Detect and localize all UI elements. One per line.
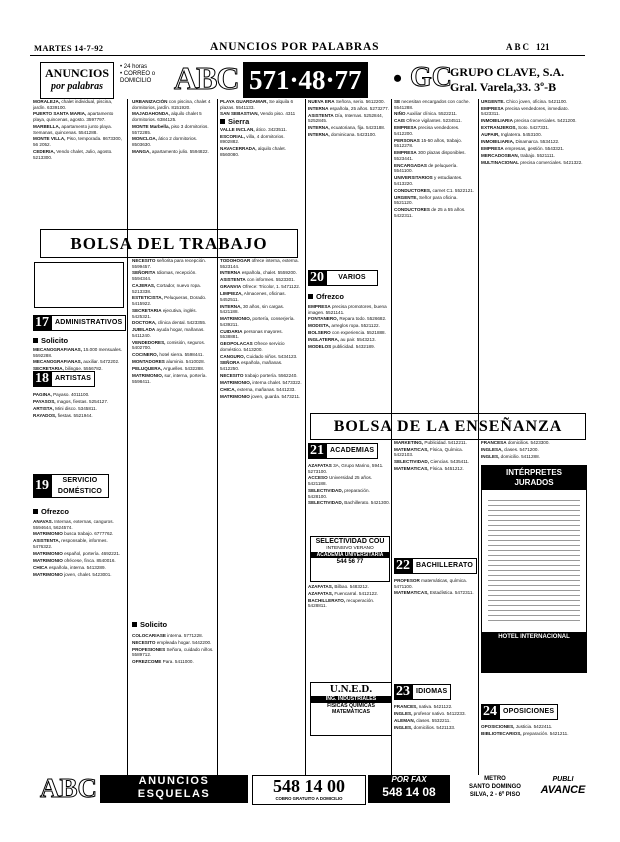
service-correo: • CORREO o (120, 71, 156, 77)
ad-c5e-7: INGLES, profesor nativo. 5412233. (394, 710, 466, 716)
ad-c1b-8: MATRIMONIO busca trabajo. 6777762. (33, 531, 114, 537)
ad-c4v-1: FONTANERO, Repara todo. 5526682. (308, 316, 387, 322)
ad-c5t-6: ENCARGADAS de peluquería. 5541100. (394, 162, 458, 174)
selectividad-title: SELECTIVIDAD COU (315, 538, 385, 545)
ad-c5e-4: PROFESOR matemáticas, química. 5471100. (394, 578, 468, 589)
ad-c4v-4: INGLATERRA, au pair. 5543213. (308, 337, 376, 343)
column-2-bt (132, 258, 214, 613)
ad-c5t-4: PERSONAS 15-50 años, trabajo. 5512278. (394, 137, 462, 149)
subhead-ofrezco-2: Ofrezco (308, 292, 344, 301)
uned-line3: MATEMÁTICAS (332, 709, 370, 715)
footer-address: SILVA, 2 - 6º PISO (469, 792, 521, 798)
ad-c6t-5: INMOBILIARIA, Dinamarca. 5534122. (481, 139, 560, 145)
top-banner (40, 62, 585, 100)
footer-metro-station: SANTO DOMINGO (469, 784, 521, 790)
column-4-top (308, 99, 390, 264)
ad-c3b-10: SEÑORA española, mañanas. 5412250. (220, 360, 283, 372)
interpretes-title: INTÉRPRETES JURADOS (482, 466, 586, 490)
ad-c2b-7: VENDEDORES, comisión, seguros. 5402700. (132, 339, 206, 351)
col-rule-1 (127, 99, 128, 775)
column-1-top (33, 99, 123, 221)
header-page: 121 (536, 42, 550, 52)
ad-c1t-3: MONTE VILLA, Piso, temporada. 8673300, 56 2052. (33, 136, 122, 148)
ad-c6t-7: MERCADOSBAN, trabajo. 5521111. (481, 152, 556, 158)
ad-c2b-3: ESTETICISTA, Peluqueras, Dorado. 5415922. (132, 295, 207, 307)
ad-c5e-2: SELECTIVIDAD, Ciencias. 5435411. (394, 459, 470, 465)
footer-title (100, 775, 248, 803)
ad-c6e-2: INGLES, domicilio. 5411288. (481, 453, 540, 459)
ad-c1b-13: MATRIMONIO joven, chalet. 5423001. (33, 571, 112, 577)
interpretes-footer: HOTEL INTERNACIONAL (482, 632, 586, 672)
column-6-ens-b (481, 724, 587, 774)
ad-c2t-4: MANGA, apartamento julio. 5594822. (132, 148, 209, 154)
ad-c1b-7: ANAVAS. Internas, externas, canguros. 5594644, 5624574. (33, 519, 114, 530)
ad-c3t-3: ESCORIAL, villa, 4 dormitorios. 8902882. (220, 133, 285, 145)
category-24: 24 OPOSICIONES (481, 704, 558, 720)
ad-c3b-9: CANGURO, Cuidado niños. 5434123. (220, 353, 298, 359)
ad-c5t-2: CAIS Ofrece vigilantes. 5234511. (394, 118, 462, 124)
ad-c5t-3: EMPRESA precisa vendedores. 5412200. (394, 125, 460, 136)
ad-c2b-1: SEÑORITA Idiomas, recepción. 5594344. (132, 270, 197, 282)
category-22: 22 BACHILLERATO (394, 558, 477, 574)
ad-c4e-5: AZAFATAS, Fuencarral. 5412122. (308, 590, 379, 596)
service-24h: • 24 horas (120, 64, 148, 70)
ad-c2b-11: MATRIMONIO, sur, interna, portería. 5598411. (132, 372, 207, 384)
footer-title-line1: ANUNCIOS (138, 775, 210, 787)
services-list (120, 64, 155, 85)
col-rule-3 (305, 99, 306, 775)
ad-c5t-0: SE necesitan encargados con coche. 5541288. (394, 99, 470, 110)
subhead-ofrezco-1: Ofrezco (33, 507, 69, 516)
footer-fax: 548 14 08 (382, 785, 436, 799)
column-6-ens (481, 440, 587, 464)
ad-c3b-1: INTERNA española, chalet. 5559200. (220, 270, 297, 276)
ad-c5e-9: INGLES, domicilios. 5421133. (394, 724, 456, 730)
ad-c4v-2: MODISTA, arreglos ropa. 5521122. (308, 323, 380, 329)
ad-c2b-9: MONTADORES aluminio. 5410028. (132, 359, 205, 365)
ad-c4t-1: INTERNA española, 25 años. 5273277. (308, 105, 389, 111)
ad-c4t-3: INTERNA, ecuatoriana, fija. 5423188. (308, 125, 386, 131)
ad-c4e-4: AZAFATAS, Bilbao. 5483212. (308, 584, 369, 589)
ad-c1t-4: CEDERIA, Vendo chalet, Julio, agosto. 5213300. (33, 148, 113, 160)
ad-c6e-0: FRANCESA domicilios. 5423300. (481, 440, 550, 445)
ad-c1b-0: MECANOGRAFIANAS, 15.000 mensuales. 5592288. (33, 347, 123, 358)
footer-brand-top: PUBLI (552, 776, 574, 783)
ad-c2b-10: PELUQUERA, Arguelles. 5432288. (132, 366, 205, 372)
section-title-bolsa-ensenanza: BOLSA DE LA ENSEÑANZA (310, 413, 586, 440)
anuncios-box-title: ANUNCIOS (44, 66, 109, 80)
ad-c4e-3: SELECTIVIDAD, Bachillerato. 5421300. (308, 500, 390, 506)
ad-c4v-3: BOLSERO con experiencia. 5521888. (308, 330, 386, 336)
ad-c1t-0: MORALEJA, chalet individual, piscina, jardín. 6339100. (33, 99, 113, 110)
ad-c2b-12: COLOCARIASE interna. 5771228. (132, 633, 203, 638)
column-4-ens (308, 463, 390, 533)
footer-note: COBRO GRATUITO A DOMICILIO (275, 796, 343, 801)
ad-c3b-12: MATRIMONIO, interna chalet. 5473322. (220, 379, 302, 385)
ad-c1b-2: SECRETARIA, bilingüe. 5556782. (33, 366, 103, 371)
ad-c3t-4: NAVACERRADA, alquilo chalet. 8560080. (220, 146, 286, 157)
group-address: Gral. Varela,33. 3º-B (450, 80, 557, 94)
col-rule-4 (391, 99, 392, 775)
column-1-bt-c (33, 519, 123, 774)
ad-c1b-9: ASISTENTA, responsable, informes. 5476322. (33, 538, 108, 549)
ad-c3b-14: MATRIMONIO joven, guarda. 5473211. (220, 393, 301, 399)
ad-c6t-2: INMOBILIARIA precisa comerciales. 5421200. (481, 118, 577, 124)
footer-brand (540, 775, 586, 797)
ad-c4e-2: SELECTIVIDAD, preparación. 5428100. (308, 487, 370, 499)
category-20: 20 VARIOS (308, 270, 378, 286)
ad-c1b-10: MATRIMONIO español, portería. 4692221. (33, 550, 121, 556)
ad-c5t-8: CONDUCTORES, carnet C1. 5522121. (394, 187, 475, 193)
service-domicilio: DOMICILIO (120, 78, 152, 84)
ad-c3t-1: SAN SEBASTIAN, Vendo piso. 4311 (220, 111, 296, 117)
footer-banner (40, 774, 588, 806)
ad-c2b-6: JUBILADA ayuda hogar, mañanas. 5411240. (132, 327, 205, 338)
uned-line1: ING. INDUSTRIALES (311, 696, 391, 703)
ad-c6e-1: INGLESA, clases. 5471200. (481, 446, 539, 452)
ad-c2t-0: URBANIZACIÓN con piscina, chalet 4 dormitorios, jardín. 8151920. (132, 99, 211, 110)
ad-c3b-3: GRANVIA Ofrece: Tricolor, 1. 5471122. (220, 284, 301, 290)
footer-abc-logo: ABC (40, 773, 98, 803)
group-name: GRUPO CLAVE, S.A. (450, 65, 565, 79)
ad-c5e-3: MATEMATICAS, Física. 5451212. (394, 466, 464, 472)
ad-c5t-5: EMPRESA 300 plazas disponibles. 5523441. (394, 150, 466, 161)
uned-line2: FÍSICAS QUÍMICAS (327, 702, 375, 709)
ad-c3b-13: CHICA, externa, mañanas. 5441233. (220, 386, 296, 392)
subhead-solicito-1: Solicito (33, 336, 68, 345)
header-date: MARTES 14-7-92 (34, 43, 104, 53)
category-21: 21 ACADEMIAS (308, 443, 378, 459)
ad-c4v-5: MODELOS publicidad. 5432189. (308, 344, 375, 350)
footer-phone: 548 14 00 (273, 776, 345, 796)
ad-c3b-6: MATRIMONIO, portería, conserjería. 5439211. (220, 316, 295, 327)
ad-c6t-1: EMPRESA precisa vendedores, inmediato. 5423311. (481, 105, 569, 117)
ad-c3b-2: ASISTENTA con informes. 5523301. (220, 277, 295, 283)
ad-c1b-11: MATRIMONIO ofrécese, finca. 8540016. (33, 557, 116, 563)
category-17: 17 ADMINISTRATIVOS (33, 315, 126, 331)
header-section: ANUNCIOS POR PALABRAS (210, 41, 380, 53)
uned-ad (310, 682, 392, 736)
column-2-bt-b (132, 633, 214, 773)
ad-c6e-4: BIBLIOTECARIOS, preparación. 5421211. (481, 730, 569, 736)
column-1-bt-a (33, 347, 123, 371)
ad-c6t-3: EXTRANJEROS, Soto. 5427331. (481, 125, 550, 131)
ad-c1b-12: CHICA española, interna. 5413289. (33, 564, 106, 570)
column-5-ens (394, 440, 476, 570)
ad-c6t-0: URGENTE. Chico joven, oficina. 5421100. (481, 99, 568, 104)
ad-c2b-13: NECESITO empleada hogar. 5442200. (132, 639, 212, 645)
ad-c1b-3: PAGINA, Payaso. 4011100. (33, 392, 90, 397)
category-18: 18 ARTISTAS (33, 371, 95, 387)
ad-c3t-0: PLAYA GUARDAMAR, Se alquila 6 plazas. 5541133. (220, 99, 294, 110)
footer-metro: METRO (484, 776, 506, 782)
category-19: 19 SERVICIO DOMÉSTICO (33, 474, 109, 498)
ad-c2b-14: PROFESIONES Señora, cuidado niños. 5589712. (132, 646, 214, 658)
footer-fax-box (368, 775, 450, 803)
ad-c6t-6: EMPRESA empresas, gestión. 5543321. (481, 145, 565, 151)
ad-c4e-0: AZAFATAS 3A, Grupo Marino, 5941. 5273100. (308, 463, 384, 474)
ad-c3t-2: VALLE INCLAN, ático. 3423511. (220, 126, 287, 132)
ad-c2t-1: MAJADAHONDA, alquilo chalet 5 dormitorios. 6384125. (132, 111, 202, 123)
anuncios-box-subtitle: por palabras (51, 81, 103, 92)
ad-c4t-0: NUEVA ERA Señora, serio. 5612200. (308, 99, 385, 104)
column-5-top (394, 99, 476, 409)
column-1-bt-b (33, 392, 123, 472)
column-2-top (132, 99, 214, 221)
ad-c5t-9: URGENTE, Señor para oficina. 5521120. (394, 194, 458, 206)
column-5-ens-b (394, 578, 476, 678)
ad-c5t-10: CONDUCTORES de 25 a 55 años. 5422311. (394, 207, 466, 218)
ad-c3b-7: CUIDARIA personas mayores. 5538881. (220, 328, 283, 340)
ad-c5e-6: FRANCES, nativa. 5421122. (394, 704, 453, 709)
ad-c5e-1: MATEMATICAS, Física, Química. 5422103. (394, 446, 464, 458)
info-box (34, 262, 124, 308)
column-6-top (481, 99, 587, 409)
selectividad-school: ACADEMIA UNIVERSITARIA (311, 552, 389, 558)
ad-c5t-1: NIÑO Auxiliar clínica. 5522211. (394, 111, 458, 117)
subhead-solicito-2: Solicito (132, 620, 167, 629)
column-4-ens-b (308, 584, 390, 624)
footer-metro-box (454, 775, 536, 799)
ad-c2b-15: OFREZCOME Para. 5411000. (132, 659, 194, 665)
ad-c1t-2: MARBELLA, apartamento junto playa. Semanas, quincenas. 5541288. (33, 123, 112, 135)
ad-c3b-0: TODOHOGAR ofrece interna, externa. 5523144. (220, 258, 299, 269)
ad-c5t-7: UNIVERSITARIOS y estudiantes. 5413220. (394, 175, 463, 186)
ad-c5e-0: MARKETING, Publicidad. 5412211. (394, 440, 467, 445)
footer-fax-label: POR FAX (391, 775, 427, 784)
ad-c6t-4: AUPAIR, Inglaterra. 5453100. (481, 132, 542, 138)
ad-c3b-4: LIMPIEZA, Almacenes, oficinas. 5452511. (220, 291, 286, 302)
ad-c1t-1: PUERTO SANTA MARIA, apartamento playa, quincenas, agosto. 3597797. (33, 111, 114, 123)
ad-c3b-5: INTERNA, 30 años, sin cargas. 5421188. (220, 303, 285, 315)
col-rule-5 (478, 99, 479, 775)
footer-title-line2: ESQUELAS (137, 788, 211, 800)
abc-logo: ABC (174, 60, 239, 96)
uned-title: U.N.E.D. (329, 683, 373, 695)
ad-c5e-5: MATEMATICAS, Estadística. 5472311. (394, 590, 474, 596)
column-4-varios (308, 304, 390, 409)
ad-c4t-4: INTERNA, dominicana. 5423100. (308, 132, 377, 138)
category-23: 23 IDIOMAS (394, 684, 451, 700)
col-rule-2 (217, 99, 218, 775)
ad-c2b-5: DOCTORA, clínica dental. 5423355. (132, 320, 207, 326)
selectividad-ad (310, 536, 390, 582)
anuncios-box (40, 62, 114, 99)
ad-c4e-6: BACHILLERATO, recuperación. 5428811. (308, 597, 375, 609)
phone-number-banner: 571·48·77 (243, 62, 368, 98)
footer-brand-name: AVANCE (540, 784, 586, 796)
banner-separator: • (393, 64, 403, 93)
ad-c2t-3: MONCLOA, ático 2 dormitorios. 8503630. (132, 136, 198, 148)
ad-c3b-8: GEOPOLACAS Ofrece servicio doméstico. 5413200. (220, 341, 285, 352)
footer-phone-box (252, 775, 366, 805)
interpretes-ad (481, 465, 587, 673)
ad-c2b-2: CAJERAS, Cortador, nuevo ropa. 5213338. (132, 282, 201, 294)
ad-c4v-0: EMPRESA precisa promotores, buena imagen. 5521141. (308, 304, 387, 315)
ad-c3b-11: NECESITO trabajo portería. 5562240. (220, 372, 298, 378)
column-3-top (220, 99, 302, 221)
ad-c2t-2: MONTE Marbella, piso 3 dormitorios. 5572285. (132, 123, 209, 135)
ad-c1b-4: PAYASOS, magos, fiestas. 5254127. (33, 398, 109, 404)
ad-c2b-8: COCINERO, hotel sierra. 5598441. (132, 352, 204, 358)
ad-c1b-6: RAYADOS, fiestas. 5521944. (33, 412, 93, 418)
ad-c2b-0: NECESITO señorita para recepción. 5599457. (132, 258, 206, 269)
interpretes-body (488, 496, 580, 624)
ad-c1b-5: ARTISTA, Mini disco. 5345811. (33, 405, 97, 411)
selectividad-phone: 544 56 77 (336, 559, 364, 565)
header-rule (30, 55, 585, 56)
ad-c5e-8: ALEMAN, clases. 5532211. (394, 717, 451, 723)
ad-c6t-8: MULTINACIONAL precisa comerciales. 5421322. (481, 159, 583, 165)
selectividad-sub: INTENSIVO VERANO (326, 546, 374, 551)
group-logo: GC (410, 62, 452, 93)
section-title-bolsa-trabajo: BOLSA DEL TRABAJO (40, 229, 298, 258)
column-5-ens-c (394, 704, 476, 774)
ad-c2b-4: SECRETARIA ejecutiva, inglés. 5425321. (132, 307, 197, 319)
ad-c1b-1: MECANOGRAFIANAS, auxiliar. 5472202. (33, 359, 120, 365)
subhead-sierra: Sierra (220, 119, 302, 125)
ad-c4e-1: ACCESO Universidad 25 años. 5421188. (308, 475, 373, 487)
ad-c4t-2: ASISTENTA Día, Internas. 5252844, 5252845. (308, 112, 383, 124)
header-paper: ABC (506, 42, 532, 52)
ad-c6e-3: OPOSICIONES, Justicia. 5422411. (481, 724, 553, 729)
column-3-bt (220, 258, 302, 773)
